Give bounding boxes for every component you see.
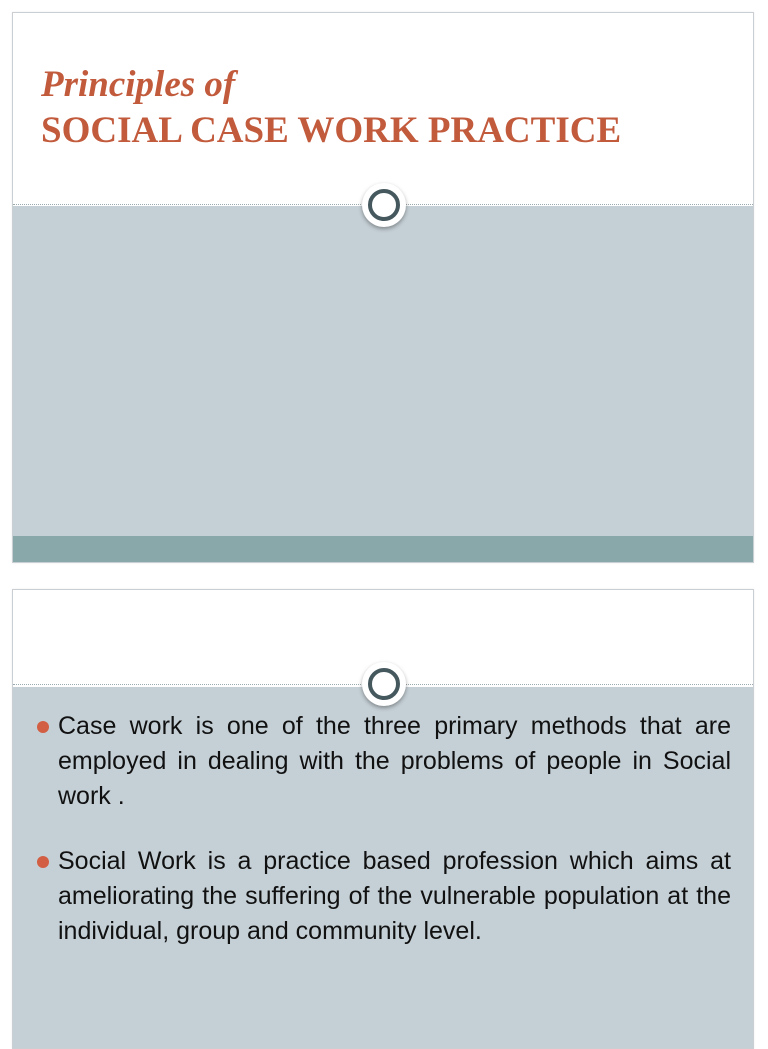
slide-header	[13, 13, 753, 206]
bullet-item	[35, 844, 731, 949]
bullet-text: Case work is one of the three primary methods that are employed in dealing with the problems of people in Social work .	[58, 712, 731, 810]
slide-body	[13, 206, 753, 538]
ring-icon	[362, 183, 406, 227]
bullet-dot-icon	[37, 856, 49, 868]
bullet-dot-icon	[37, 721, 49, 733]
bullet-list	[35, 709, 731, 979]
slide-footer-band	[13, 536, 753, 562]
slide-title-line-1: Principles of	[41, 64, 236, 105]
slide-title-line-2: SOCIAL CASE WORK PRACTICE	[41, 110, 622, 151]
slide-1	[12, 12, 754, 563]
ring-icon	[362, 662, 406, 706]
slide-body	[13, 687, 753, 1048]
bullet-text: Social Work is a practice based profession which aims at ameliorating the suffering of the vulnerable population at the individual, group and community level.	[58, 847, 731, 945]
slide-2	[12, 589, 754, 1049]
bullet-item	[35, 709, 731, 814]
